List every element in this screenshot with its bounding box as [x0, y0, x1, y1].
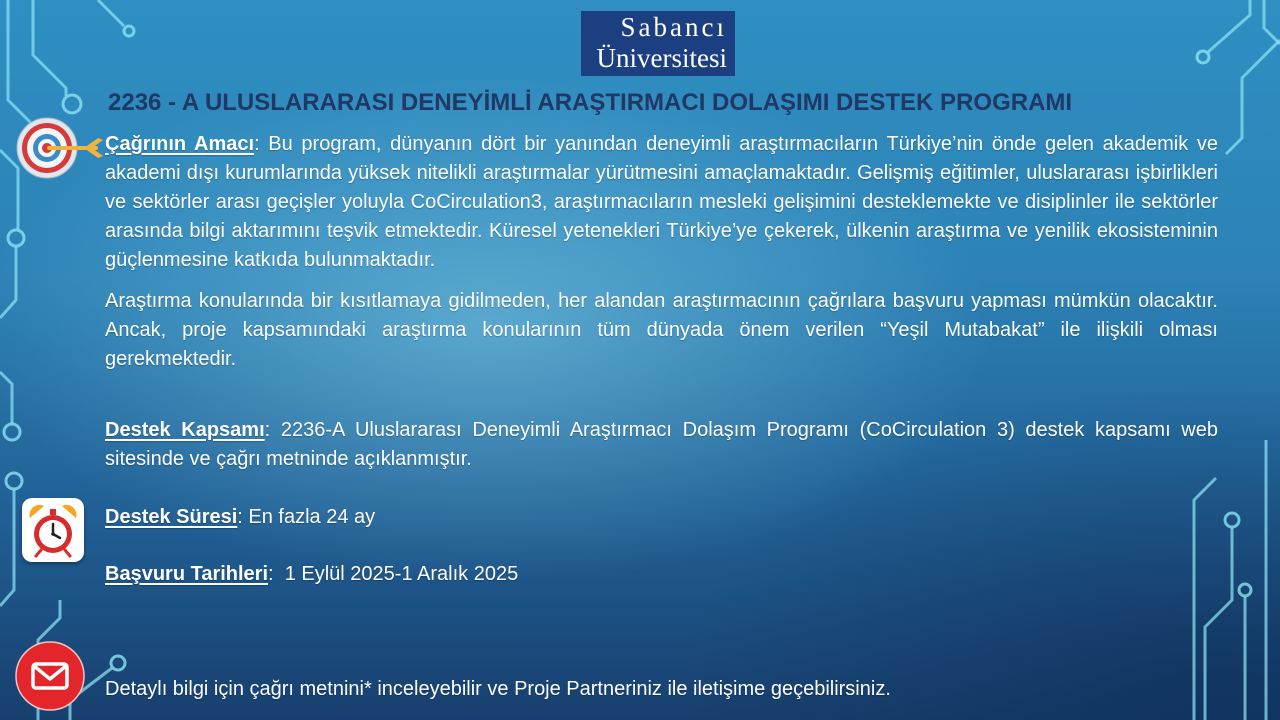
scope-paragraph — [105, 416, 1218, 474]
purpose-label: Çağrının Amacı — [105, 133, 255, 155]
sabanci-logo — [581, 11, 735, 76]
duration-paragraph — [105, 503, 1218, 532]
topics-paragraph: Araştırma konularında bir kısıtlamaya gidilmeden, her alandan araştırmacının çağrılara başvuru yapması mümkün olacaktır. Ancak, proje kapsamındaki araştırma konularının tüm dünyada önem verilen “Yeşil Mutabakat” ile ilişkili olması gerekmektedir. — [105, 290, 1218, 370]
dates-text: : 1 Eylül 2025-1 Aralık 2025 — [268, 563, 519, 585]
dates-paragraph — [105, 560, 1218, 589]
scope-text: : 2236-A Uluslararası Deneyimli Araştırmacı Dolaşım Programı (CoCirculation 3) destek kapsamı web sitesinde ve çağrı metninde açıklanmıştır. — [105, 419, 1218, 470]
email-icon — [14, 640, 86, 712]
duration-text: : En fazla 24 ay — [237, 506, 376, 528]
target-arrow-icon — [16, 116, 104, 180]
dates-label: Başvuru Tarihleri — [105, 563, 269, 585]
footer-note: Detaylı bilgi için çağrı metnini* inceleyebilir ve Proje Partneriniz ile iletişime geçebilirsiniz. — [105, 678, 891, 700]
slide-title: 2236 - A ULUSLARARASI DENEYİMLİ ARAŞTIRMACI DOLAŞIMI DESTEK PROGRAMI — [108, 89, 1073, 116]
purpose-paragraph — [105, 130, 1218, 275]
alarm-clock-icon — [22, 498, 84, 562]
duration-label: Destek Süresi — [105, 506, 238, 528]
logo-line-1: Sabancı — [620, 12, 727, 42]
purpose-text: : Bu program, dünyanın dört bir yanından deneyimli araştırmacıların Türkiye’nin önde gelen akademik ve akademi dışı kurumlarında yüksek nitelikli araştırmalar yürütmesini amaçlamaktadır. Gelişmiş eğitimler, uluslararası işbirlikleri ve sektörler arası geçişler yoluyla CoCirculation3, araştırmacıların mesleki gelişimini desteklemekte ve disiplinler ile sektörler arasında bilgi aktarımını teşvik etmektedir. Küresel yetenekleri Türkiye’ye çekerek, ülkenin araştırma ve yenilik ekosisteminin güçlenmesine katkıda bulunmaktadır. — [105, 133, 1218, 271]
scope-label: Destek Kapsamı — [105, 419, 265, 441]
logo-line-2: Üniversitesi — [596, 43, 727, 73]
